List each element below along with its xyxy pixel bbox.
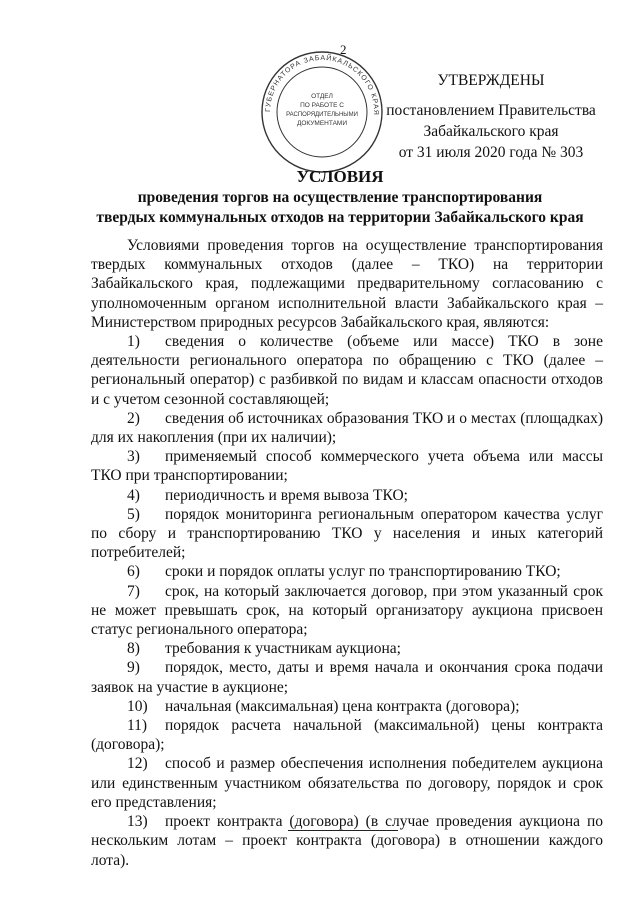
- end-separator-line: [288, 830, 398, 831]
- list-item: [91, 639, 603, 658]
- list-item-text: начальная (максимальная) цена контракта (договора);: [165, 697, 520, 715]
- document-title: [70, 166, 610, 228]
- list-item: [91, 447, 603, 485]
- approval-line-3: от 31 июля 2020 года № 303: [398, 144, 584, 161]
- list-item-text: требования к участникам аукциона;: [165, 640, 401, 658]
- list-item-number: 9): [127, 659, 140, 677]
- document-body: [91, 236, 603, 870]
- list-item-number: 1): [127, 333, 140, 351]
- stamp-line-3: РАСПОРЯДИТЕЛЬНЫМИ: [286, 112, 358, 118]
- list-item-number: 8): [127, 640, 140, 658]
- list-item-text: срок, на который заключается договор, при этом указанный срок не может превышать срок, на который организатору аукциона присвоен статус регионального оператора;: [91, 582, 603, 639]
- list-item-text: способ и размер обеспечения исполнения победителем аукциона или единственным участником обязательства по договору, порядок и срок его представления;: [91, 755, 603, 811]
- list-item: [91, 754, 603, 812]
- list-item-number: 12): [127, 755, 148, 773]
- list-item-number: 3): [127, 448, 140, 466]
- approval-line-2: Забайкальского края: [423, 123, 559, 140]
- approval-line-1: постановлением Правительства: [386, 102, 596, 119]
- list-item: [91, 332, 603, 409]
- list-item: [91, 562, 603, 581]
- list-item: [91, 716, 603, 754]
- list-item-text: сведения о количестве (объеме или массе) ТКО в зоне деятельности регионального оператора по обращению с ТКО (далее – региональный оператор) с разбивкой по видам и классам опасности отходов и с учетом сезонной составляющей;: [91, 333, 603, 408]
- list-item: [91, 697, 603, 716]
- list-item-text: сроки и порядок оплаты услуг по транспортированию ТКО;: [165, 563, 561, 581]
- title-line-1: проведения торгов на осуществление транспортирования: [137, 189, 543, 206]
- approval-word: УТВЕРЖДЕНЫ: [437, 72, 545, 89]
- title-main: УСЛОВИЯ: [296, 167, 384, 186]
- list-item-text: порядок, место, даты и время начала и окончания срока подачи заявок на участие в аукционе;: [91, 659, 603, 696]
- list-item: [91, 486, 603, 505]
- stamp-ring-text: ГУБЕРНАТОРА ЗАБАЙКАЛЬСКОГО КРАЯ: [264, 54, 380, 116]
- page-number: 2: [340, 42, 347, 57]
- list-item: [91, 658, 603, 696]
- list-item-text: проект контракта (договора) (в случае проведения аукциона по нескольким лотам – проект контракта (договора) в отношении каждого лота).: [91, 813, 603, 869]
- list-item-text: порядок расчета начальной (максимальной) цены контракта (договора);: [91, 717, 603, 754]
- list-item-number: 13): [127, 813, 148, 831]
- intro-paragraph: Условиями проведения торгов на осуществление транспортирования твердых коммунальных отходов (далее – ТКО) на территории Забайкальского края, подлежащими предварительному согласованию с уполномоченным органом исполнительной власти Забайкальского края – Министерством природных ресурсов Забайкальского края, являются:: [91, 237, 603, 331]
- stamp-line-2: ПО РАБОТЕ С: [300, 102, 344, 109]
- list-item-number: 5): [127, 505, 140, 523]
- stamp-line-1: ОТДЕЛ: [311, 93, 333, 100]
- list-item-text: применяемый способ коммерческого учета объема или массы ТКО при транспортировании;: [91, 448, 603, 485]
- list-item-text: порядок мониторинга региональным оператором качества услуг по сбору и транспортированию ТКО у населения и иных категорий потребителей;: [91, 505, 603, 562]
- list-item-text: сведения об источниках образования ТКО и о местах (площадках) для их накопления (при их наличии);: [91, 409, 604, 447]
- title-line-2: твердых коммунальных отходов на территории Забайкальского края: [96, 209, 584, 226]
- list-item-number: 2): [127, 409, 140, 427]
- list-item: [91, 812, 603, 870]
- list-item: [91, 582, 603, 640]
- list-item-number: 7): [127, 582, 140, 600]
- stamp-line-4: ДОКУМЕНТАМИ: [296, 120, 348, 127]
- list-item-number: 6): [127, 563, 140, 581]
- list-item-number: 11): [127, 717, 148, 735]
- list-item: [91, 505, 603, 563]
- approval-block: [362, 70, 620, 163]
- list-item-number: 4): [127, 486, 140, 504]
- list-item: [91, 409, 603, 447]
- list-item-number: 10): [127, 697, 148, 715]
- list-item-text: периодичность и время вывоза ТКО;: [165, 486, 408, 504]
